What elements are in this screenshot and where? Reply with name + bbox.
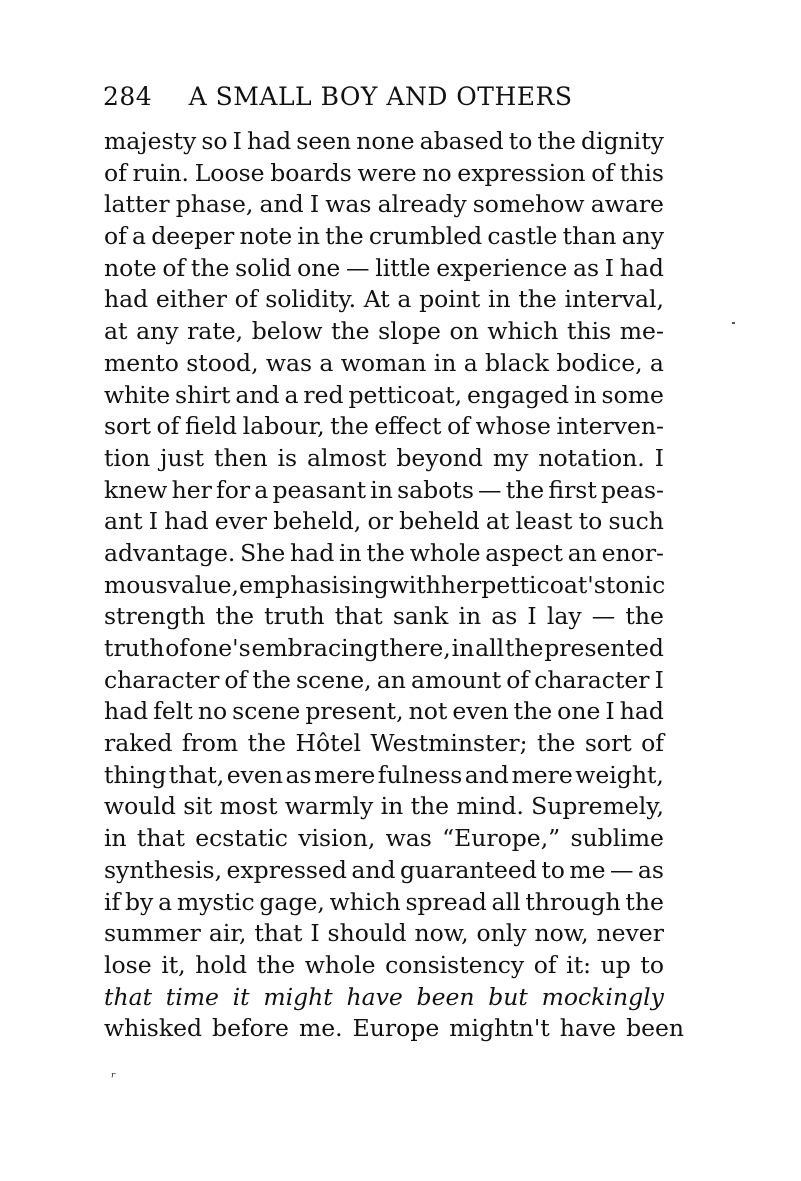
text-line: would sit most warmly in the mind. Supremely, [104, 792, 664, 821]
text-line: sort of field labour, the effect of whose interven- [104, 412, 664, 441]
text-line: latter phase, and I was already somehow aware [104, 190, 664, 219]
body-text [104, 126, 685, 1045]
text-line: lose it, hold the whole consistency of it: up to [104, 950, 664, 979]
book-title: A SMALL BOY AND OTHERS [188, 82, 573, 111]
text-line: of ruin. Loose boards were no expression of this [104, 158, 664, 187]
text-line: majesty so I had seen none abased to the dignity [104, 127, 664, 155]
text-line: note of the solid one — little experience as I had [104, 253, 664, 282]
text-line: advantage. She had in the whole aspect an enor- [104, 538, 664, 567]
page-number: 284 [103, 82, 153, 111]
text-line: of a deeper note in the crumbled castle than any [104, 222, 664, 251]
text-line: raked from the Hôtel Westminster; the sort of [104, 729, 664, 758]
text-line: if by a mystic gage, which spread all through the [104, 887, 664, 916]
text-line: white shirt and a red petticoat, engaged in some [104, 380, 664, 409]
text-line: had either of solidity. At a point in the interval, [104, 285, 664, 314]
running-head [103, 80, 572, 114]
text-line: strength the truth that sank in as I lay — the [104, 602, 664, 631]
text-line: summer air, that I should now, only now, never [104, 919, 664, 948]
text-line: mous value, emphasising with her petticoat's tonic [104, 570, 666, 599]
text-line: thing that, even as mere fulness and mere weight, [104, 760, 664, 789]
stray-mark: ʳ [111, 1070, 116, 1086]
text-line: whisked before me. Europe mightn't have been [104, 1014, 685, 1043]
text-line: at any rate, below the slope on which this me- [104, 317, 664, 346]
margin-speck [732, 322, 735, 324]
text-line: truth of one's embracing there, in all the presented [104, 634, 664, 662]
text-line: mento stood, was a woman in a black bodice, a [104, 348, 664, 377]
text-line: ant I had ever beheld, or beheld at least to such [104, 507, 664, 536]
text-line: knew her for a peasant in sabots — the first peas- [104, 475, 664, 504]
text-line: in that ecstatic vision, was “Europe,” sublime [104, 824, 664, 853]
text-line: synthesis, expressed and guaranteed to me — as [104, 855, 664, 884]
text-line: tion just then is almost beyond my notation. I [104, 443, 664, 472]
text-line: character of the scene, an amount of character I [104, 665, 664, 694]
text-line: that time it might have been but mockingly [104, 982, 664, 1011]
text-line: had felt no scene present, not even the one I had [104, 697, 664, 726]
